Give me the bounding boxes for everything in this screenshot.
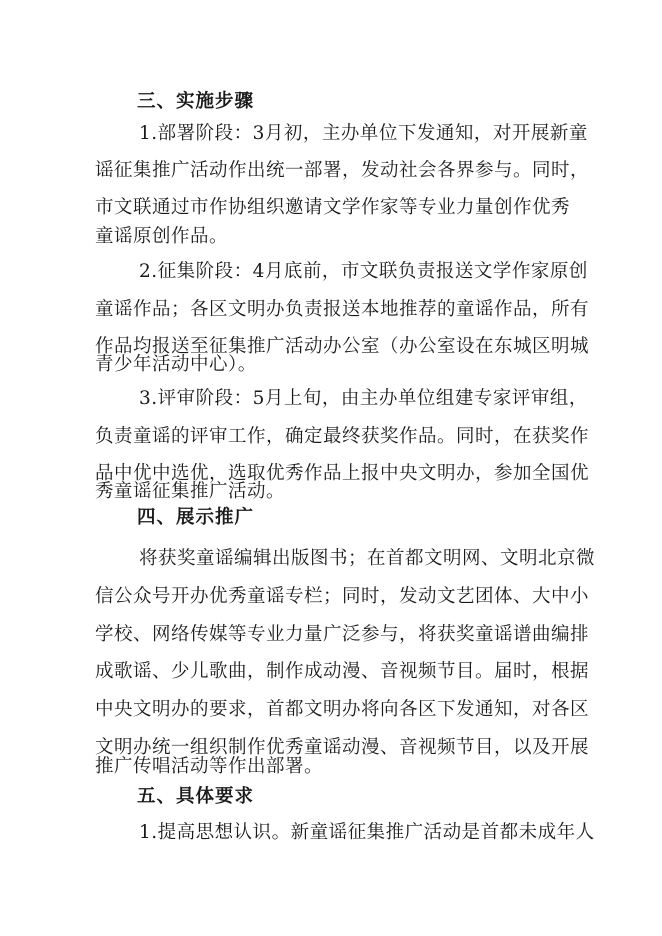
paragraph-line: 2.征集阶段：4月底前，市文联负责报送文学作家原创 bbox=[139, 261, 588, 282]
paragraph-line: 谣征集推广活动作出统一部署，发动社会各界参与。同时， bbox=[95, 160, 590, 181]
paragraph-line: 3.评审阶段：5月上旬，由主办单位组建专家评审组， bbox=[139, 388, 588, 409]
paragraph-line: 学校、网络传媒等专业力量广泛参与，将获奖童谣谱曲编排 bbox=[95, 624, 590, 645]
section-heading-display-promotion: 四、展示推广 bbox=[137, 507, 255, 528]
paragraph-line: 1.提高思想认识。新童谣征集推广活动是首都未成年人 bbox=[139, 822, 595, 843]
paragraph-line: 将获奖童谣编辑出版图书；在首都文明网、文明北京微 bbox=[139, 548, 596, 569]
section-heading-implementation-steps: 三、实施步骤 bbox=[137, 91, 255, 112]
paragraph-line: 童谣作品；各区文明办负责报送本地推荐的童谣作品，所有 bbox=[95, 299, 590, 320]
paragraph-line: 秀童谣征集推广活动。 bbox=[95, 481, 286, 502]
section-heading-specific-requirements: 五、具体要求 bbox=[137, 786, 255, 807]
paragraph-line: 品中优中选优，选取优秀作品上报中央文明办，参加全国优 bbox=[95, 463, 590, 484]
paragraph-line: 青少年活动中心）。 bbox=[95, 354, 257, 375]
paragraph-line: 童谣原创作品。 bbox=[95, 226, 229, 247]
paragraph-line: 1.部署阶段：3月初，主办单位下发通知，对开展新童 bbox=[139, 123, 588, 144]
paragraph-line: 成歌谣、少儿歌曲，制作成动漫、音视频节目。届时，根据 bbox=[95, 661, 590, 682]
paragraph-line: 文明办统一组织制作优秀童谣动漫、音视频节目，以及开展 bbox=[95, 737, 590, 758]
paragraph-line: 作品均报送至征集推广活动办公室（办公室设在东城区明城 bbox=[95, 336, 590, 357]
paragraph-line: 中央文明办的要求，首都文明办将向各区下发通知，对各区 bbox=[95, 699, 590, 720]
paragraph-line: 信公众号开办优秀童谣专栏；同时，发动文艺团体、大中小 bbox=[95, 586, 590, 607]
paragraph-line: 市文联通过市作协组织邀请文学作家等专业力量创作优秀 bbox=[95, 197, 571, 218]
paragraph-line: 负责童谣的评审工作，确定最终获奖作品。同时，在获奖作 bbox=[95, 426, 590, 447]
paragraph-line: 推广传唱活动等作出部署。 bbox=[95, 756, 324, 777]
